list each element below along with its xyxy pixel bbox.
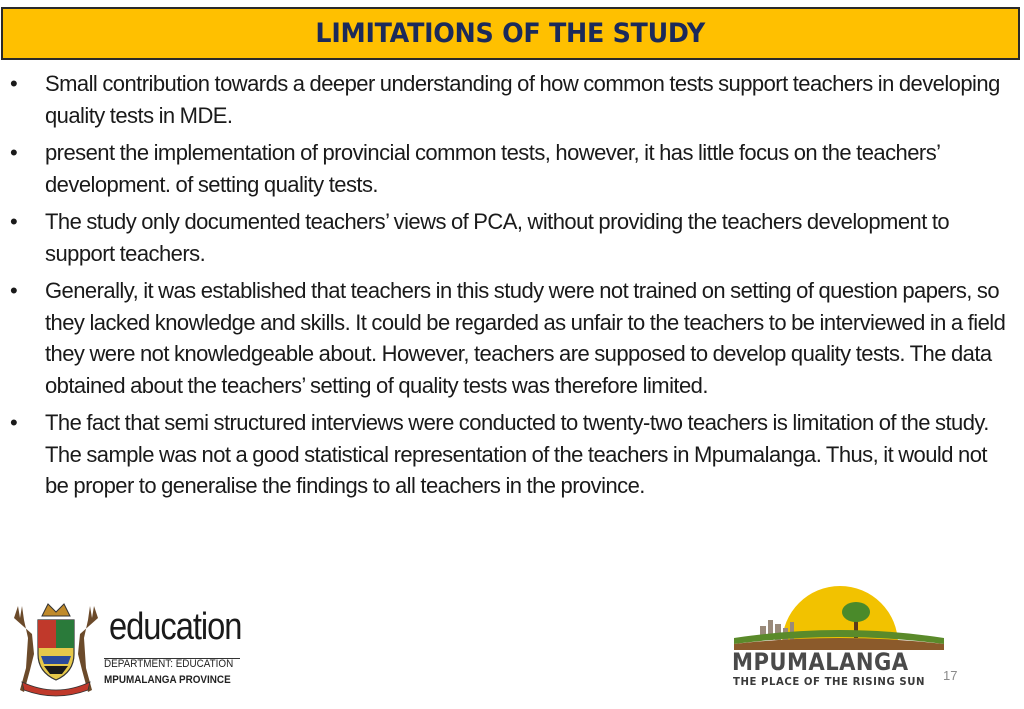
coat-of-arms-icon (8, 598, 104, 698)
education-logo (8, 598, 248, 698)
page-number: 17 (943, 668, 958, 683)
bullet-item: • Generally, it was established that teachers in this study were not trained on setting of question papers, so they lacked knowledge and skills. It could be regarded as unfair to the teachers to be interviewed in a field they were not knowledgeable about. However, teachers are supposed to develop quality tests. The data obtained about the teachers’ setting of quality tests was therefore limited. (0, 275, 1010, 401)
bullet-item: • present the implementation of provincial common tests, however, it has little focus on the teachers’ development. of setting quality tests. (0, 137, 1010, 200)
tagline: THE PLACE OF THE RISING SUN (733, 675, 926, 688)
bullet-list (0, 68, 1010, 508)
bullet-item: • The study only documented teachers’ views of PCA, without providing the teachers development to support teachers. (0, 206, 1010, 269)
department-label: DEPARTMENT: EDUCATION (104, 658, 234, 670)
mpumalanga-logo (730, 586, 958, 691)
education-wordmark: education (109, 606, 242, 648)
title-banner (1, 7, 1020, 60)
slide-title: LIMITATIONS OF THE STUDY (315, 18, 706, 49)
mpumalanga-wordmark: MPUMALANGA (732, 648, 909, 676)
bullet-item: • The fact that semi structured interviews were conducted to twenty-two teachers is limitation of the study. The sample was not a good statistical representation of the teachers in Mpumalanga. Thus, it would not be proper to generalise the findings to all teachers in the province. (0, 407, 1010, 502)
province-label: MPUMALANGA PROVINCE (104, 674, 231, 686)
bullet-item: • Small contribution towards a deeper understanding of how common tests support teachers in developing quality tests in MDE. (0, 68, 1010, 131)
rising-sun-icon (730, 586, 955, 650)
